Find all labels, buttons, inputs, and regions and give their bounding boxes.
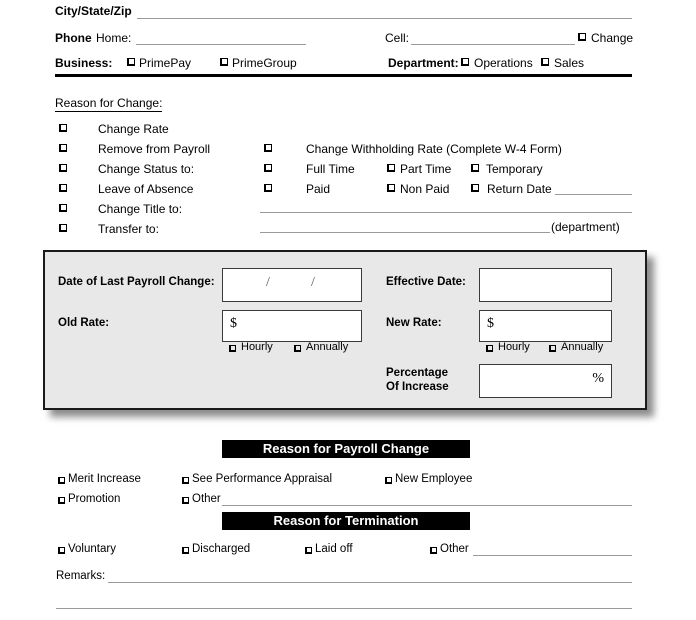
see-performance-appraisal-checkbox[interactable] <box>182 477 189 484</box>
transfer-to-input[interactable] <box>260 232 550 233</box>
reason-for-termination-heading: Reason for Termination <box>222 512 470 530</box>
reason-for-change-title: Reason for Change: <box>55 96 163 110</box>
effective-date-label: Effective Date: <box>386 276 466 288</box>
department-operations-checkbox[interactable] <box>461 58 469 66</box>
remarks-input-line-1[interactable] <box>108 582 632 583</box>
voluntary-label: Voluntary <box>68 543 116 555</box>
percentage-of-increase-label-line1: Percentage <box>386 367 449 379</box>
new-rate-annually-label: Annually <box>561 341 604 353</box>
home-phone-label: Home: <box>96 31 132 45</box>
change-withholding-label: Change Withholding Rate (Complete W-4 Form) <box>306 142 562 156</box>
new-rate-label: New Rate: <box>386 317 442 329</box>
old-rate-hourly-label: Hourly <box>241 341 273 353</box>
new-rate-hourly-checkbox[interactable] <box>486 345 493 352</box>
old-rate-annually-label: Annually <box>306 341 349 353</box>
discharged-label: Discharged <box>192 543 251 555</box>
date-slash-2: / <box>311 275 315 290</box>
remove-from-payroll-label: Remove from Payroll <box>98 142 211 156</box>
date-of-last-payroll-change-label: Date of Last Payroll Change: <box>58 276 215 288</box>
change-label: Change <box>591 31 634 45</box>
old-rate-annually-checkbox[interactable] <box>294 345 301 352</box>
phone-label: Phone <box>55 31 92 45</box>
leave-paid-checkbox[interactable] <box>264 184 272 192</box>
status-part-time-label: Part Time <box>400 162 452 176</box>
old-rate-currency-symbol: $ <box>230 316 237 331</box>
return-date-checkbox[interactable] <box>471 184 479 192</box>
cell-phone-label: Cell: <box>385 31 410 45</box>
effective-date-input[interactable] <box>479 268 612 302</box>
merit-increase-checkbox[interactable] <box>58 477 65 484</box>
return-date-input[interactable] <box>555 194 632 195</box>
section-divider <box>55 74 632 77</box>
old-rate-label: Old Rate: <box>58 317 110 329</box>
change-title-input[interactable] <box>260 212 632 213</box>
new-employee-checkbox[interactable] <box>385 477 392 484</box>
see-performance-appraisal-label: See Performance Appraisal <box>192 473 332 485</box>
leave-paid-label: Paid <box>306 182 331 196</box>
leave-of-absence-checkbox[interactable] <box>59 184 67 192</box>
reason-for-payroll-change-heading: Reason for Payroll Change <box>222 440 470 458</box>
department-sales-label: Sales <box>554 56 585 70</box>
date-slash-1: / <box>266 275 270 290</box>
termination-other-label: Other <box>440 543 469 555</box>
promotion-checkbox[interactable] <box>58 497 65 504</box>
business-primegroup-label: PrimeGroup <box>232 56 297 70</box>
leave-non-paid-label: Non Paid <box>400 182 450 196</box>
department-operations-label: Operations <box>474 56 533 70</box>
new-rate-input[interactable] <box>479 310 612 342</box>
new-rate-annually-checkbox[interactable] <box>549 345 556 352</box>
change-status-checkbox[interactable] <box>59 164 67 172</box>
home-phone-input[interactable] <box>136 44 306 45</box>
change-rate-checkbox[interactable] <box>59 124 67 132</box>
old-rate-hourly-checkbox[interactable] <box>229 345 236 352</box>
status-full-time-label: Full Time <box>306 162 355 176</box>
termination-other-checkbox[interactable] <box>430 547 437 554</box>
business-label: Business: <box>55 56 113 70</box>
new-rate-hourly-label: Hourly <box>498 341 530 353</box>
payroll-other-checkbox[interactable] <box>182 497 189 504</box>
city-state-zip-label: City/State/Zip <box>55 4 132 18</box>
change-title-checkbox[interactable] <box>59 204 67 212</box>
laid-off-label: Laid off <box>315 543 353 555</box>
percent-symbol: % <box>592 371 604 386</box>
status-temporary-label: Temporary <box>486 162 543 176</box>
remarks-label: Remarks: <box>56 570 106 582</box>
new-rate-currency-symbol: $ <box>487 316 494 331</box>
payroll-other-label: Other <box>192 493 221 505</box>
change-status-label: Change Status to: <box>98 162 195 176</box>
change-rate-label: Change Rate <box>98 122 169 136</box>
remove-from-payroll-checkbox[interactable] <box>59 144 67 152</box>
payroll-change-panel <box>43 250 647 410</box>
business-primepay-label: PrimePay <box>139 56 192 70</box>
payroll-other-input[interactable] <box>222 505 632 506</box>
city-state-zip-input[interactable] <box>137 18 632 19</box>
status-part-time-checkbox[interactable] <box>387 164 395 172</box>
leave-of-absence-label: Leave of Absence <box>98 182 194 196</box>
change-title-label: Change Title to: <box>98 202 183 216</box>
status-temporary-checkbox[interactable] <box>471 164 479 172</box>
voluntary-checkbox[interactable] <box>58 547 65 554</box>
remarks-input-line-2[interactable] <box>56 608 632 609</box>
business-primepay-checkbox[interactable] <box>127 58 135 66</box>
promotion-label: Promotion <box>68 493 121 505</box>
change-withholding-checkbox[interactable] <box>264 144 272 152</box>
return-date-label: Return Date <box>487 182 552 196</box>
business-primegroup-checkbox[interactable] <box>220 58 228 66</box>
new-employee-label: New Employee <box>395 473 473 485</box>
old-rate-input[interactable] <box>222 310 362 342</box>
status-full-time-checkbox[interactable] <box>264 164 272 172</box>
department-label: Department: <box>388 56 459 70</box>
change-checkbox[interactable] <box>578 33 586 41</box>
termination-other-input[interactable] <box>473 555 632 556</box>
department-sales-checkbox[interactable] <box>541 58 549 66</box>
transfer-to-checkbox[interactable] <box>59 224 67 232</box>
transfer-department-note: (department) <box>551 220 620 234</box>
date-of-last-payroll-change-input[interactable] <box>222 268 362 302</box>
laid-off-checkbox[interactable] <box>305 547 312 554</box>
discharged-checkbox[interactable] <box>182 547 189 554</box>
transfer-to-label: Transfer to: <box>98 222 159 236</box>
merit-increase-label: Merit Increase <box>68 473 141 485</box>
percentage-of-increase-label-line2: Of Increase <box>386 381 449 393</box>
cell-phone-input[interactable] <box>411 44 575 45</box>
leave-non-paid-checkbox[interactable] <box>387 184 395 192</box>
percentage-of-increase-input[interactable] <box>479 364 612 398</box>
